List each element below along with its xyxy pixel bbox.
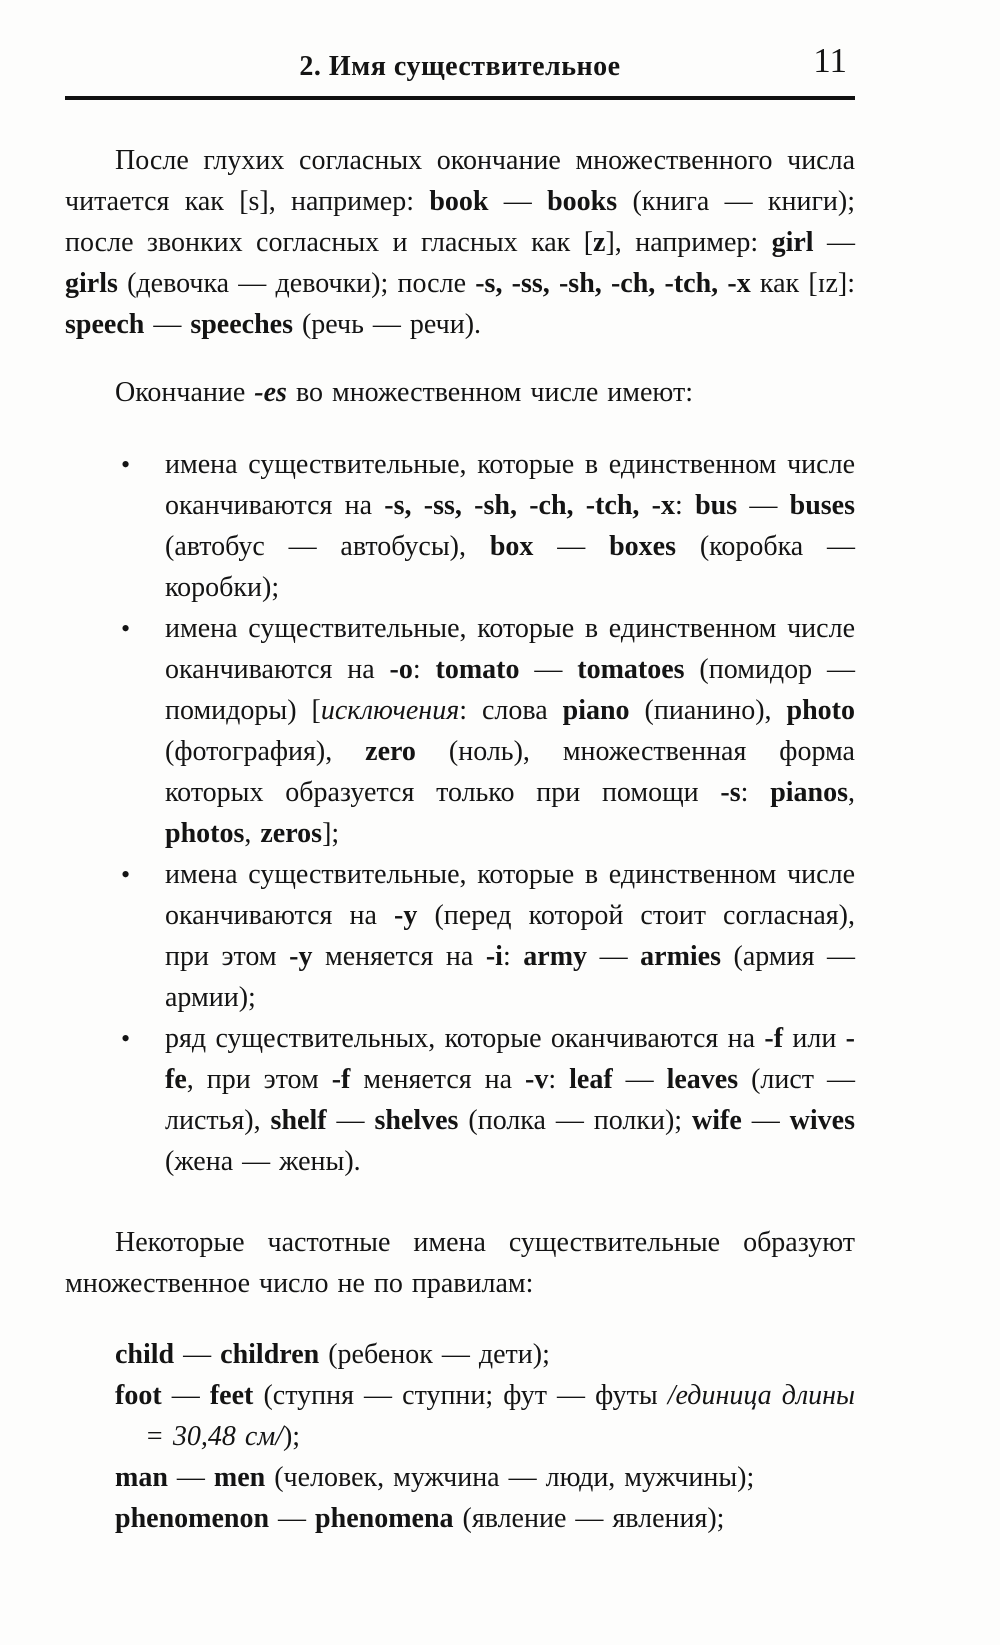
text-segment: , <box>244 818 261 849</box>
text-segment: (речь — речи). <box>292 309 482 340</box>
text-segment: ); <box>282 1421 301 1452</box>
text-segment: (перед которой стоит согласная), при этом <box>165 900 855 972</box>
text-segment: (человек, мужчина — люди, мужчины); <box>265 1462 755 1493</box>
chapter-title: 2. Имя существительное <box>299 51 621 82</box>
text-segment: girls <box>65 268 118 299</box>
text-segment: (книга — книги); после звонких согласных и гласных как [ <box>65 186 856 258</box>
text-segment: ряд существительных, которые оканчиваются на <box>165 1023 765 1054</box>
text-segment: feet <box>209 1380 254 1411</box>
text-segment: (фотография), <box>165 736 366 767</box>
text-segment: -f <box>331 1064 351 1095</box>
bullet-text <box>165 613 855 849</box>
text-segment: -es <box>254 377 287 408</box>
text-segment: (ступня — ступни; фут — футы <box>253 1380 668 1411</box>
text-segment: -v <box>525 1064 549 1095</box>
header-rule <box>65 96 855 100</box>
text-segment: — <box>519 654 578 685</box>
text-segment: имена существительные, которые в единственном числе оканчиваются на <box>165 859 855 931</box>
text-segment: исключения <box>320 695 460 726</box>
text-segment: photos <box>165 818 245 849</box>
page-header <box>65 41 855 88</box>
text-segment: Окончание <box>115 377 255 408</box>
text-segment: — <box>167 1462 214 1493</box>
text-segment: (помидор — помидоры) [ <box>165 654 856 726</box>
text-segment: : <box>502 941 524 972</box>
irregular-item-foot <box>65 1375 855 1457</box>
text-segment: -i <box>485 941 503 972</box>
text-segment: -s, -ss, -sh, -ch, -tch, -x <box>475 268 751 299</box>
bullet-text <box>165 449 855 603</box>
text-segment: book <box>429 186 489 217</box>
text-segment: — <box>587 941 641 972</box>
bullet-icon: • <box>121 614 131 643</box>
paragraph-irregular-intro <box>65 1222 855 1304</box>
text-segment: men <box>213 1462 266 1493</box>
bullet-icon: • <box>121 450 131 479</box>
text-segment: child <box>115 1339 175 1370</box>
paragraph-plural-endings <box>65 140 855 345</box>
text-segment: — <box>326 1105 375 1136</box>
bullet-item-sibilants <box>65 444 855 608</box>
text-segment: shelf <box>270 1105 327 1136</box>
text-segment: -f <box>764 1023 784 1054</box>
text-segment: — <box>741 1105 790 1136</box>
text-segment: — <box>144 309 191 340</box>
text-segment: leaf <box>569 1064 613 1095</box>
text-segment: -y <box>289 941 313 972</box>
text-segment: (ноль), множественная форма которых образуется только при помощи <box>165 736 855 808</box>
text-segment: -s, -ss, -sh, -ch, -tch, -x <box>384 490 676 521</box>
text-segment: имена существительные, которые в единственном числе оканчиваются на <box>165 449 855 521</box>
bullet-item-y-ending <box>65 854 855 1018</box>
text-segment: foot <box>115 1380 162 1411</box>
text-segment: -y <box>394 900 418 931</box>
text-segment: (явление — явления); <box>453 1503 725 1534</box>
text-segment: (автобус — автобусы), <box>165 531 490 562</box>
bullet-item-f-ending <box>65 1018 855 1182</box>
text-segment: tomatoes <box>577 654 685 685</box>
text-segment: box <box>489 531 534 562</box>
text-segment: меняется на <box>312 941 486 972</box>
text-segment: boxes <box>609 531 676 562</box>
text-segment: меняется на <box>350 1064 526 1095</box>
text-segment: ]; <box>322 818 340 849</box>
irregular-item-child <box>65 1334 855 1375</box>
text-segment: После глухих согласных окончание множественного числа читается как [s], например: <box>65 145 855 217</box>
text-segment: wives <box>789 1105 855 1136</box>
text-segment: (армия — армии); <box>165 941 856 1013</box>
text-segment: (коробка — коробки); <box>165 531 856 603</box>
text-segment: : <box>675 490 696 521</box>
text-segment: piano <box>562 695 630 726</box>
text-segment: : <box>412 654 436 685</box>
text-segment: -s <box>720 777 741 808</box>
text-segment: Некоторые частотные имена существительные образуют множественное число не по правилам: <box>65 1227 855 1299</box>
text-segment: tomato <box>435 654 520 685</box>
text-segment: zeros <box>260 818 323 849</box>
text-segment: — <box>813 227 855 258</box>
text-segment: или <box>783 1023 846 1054</box>
text-segment: — <box>161 1380 210 1411</box>
text-segment: pianos <box>770 777 849 808</box>
text-segment: -o <box>389 654 413 685</box>
text-segment: (девочка — девочки); после <box>117 268 476 299</box>
text-segment: wife <box>692 1105 742 1136</box>
text-segment: — <box>174 1339 221 1370</box>
text-segment: armies <box>640 941 721 972</box>
text-segment: ], например: <box>605 227 772 258</box>
text-segment: , <box>848 777 856 808</box>
text-segment: (жена — жены). <box>165 1146 361 1177</box>
text-segment: : <box>548 1064 570 1095</box>
text-segment: как [ɪz]: <box>750 268 855 299</box>
bullet-text <box>165 859 855 1013</box>
text-segment: buses <box>789 490 855 521</box>
text-segment: во множественном числе имеют: <box>286 377 693 408</box>
page-number: 11 <box>813 41 847 80</box>
text-segment: bus <box>695 490 738 521</box>
text-segment: zero <box>365 736 416 767</box>
text-segment: army <box>523 941 588 972</box>
text-segment: z <box>593 227 606 258</box>
text-segment: man <box>115 1462 168 1493</box>
text-segment: : <box>740 777 771 808</box>
text-segment: , при этом <box>186 1064 332 1095</box>
text-segment: (лист — листья), <box>165 1064 856 1136</box>
text-segment: speeches <box>190 309 293 340</box>
text-segment: leaves <box>666 1064 739 1095</box>
irregular-item-man <box>65 1457 855 1498</box>
text-segment: speech <box>65 309 145 340</box>
irregular-plurals-list <box>65 1334 855 1539</box>
text-segment: shelves <box>374 1105 459 1136</box>
text-segment: /единица длины = 30,48 см/ <box>145 1380 855 1452</box>
text-segment: (ребенок — дети); <box>319 1339 550 1370</box>
text-segment: — <box>488 186 548 217</box>
bullet-item-o-ending <box>65 608 855 854</box>
text-segment: — <box>612 1064 667 1095</box>
text-segment: имена существительные, которые в единственном числе оканчиваются на <box>165 613 855 685</box>
text-segment: phenomenon <box>115 1503 270 1534</box>
text-segment: books <box>547 186 618 217</box>
text-segment: — <box>737 490 790 521</box>
text-segment: (полка — полки); <box>458 1105 693 1136</box>
text-segment: -fe <box>165 1023 855 1095</box>
text-segment: (пианино), <box>629 695 787 726</box>
bullet-text <box>165 1023 855 1177</box>
text-segment: children <box>220 1339 320 1370</box>
text-segment: phenomena <box>315 1503 454 1534</box>
text-segment: girl <box>771 227 814 258</box>
bullet-icon: • <box>121 1024 131 1053</box>
bullet-list <box>65 444 855 1182</box>
text-segment: : слова <box>459 695 563 726</box>
text-segment: — <box>269 1503 316 1534</box>
paragraph-es-heading <box>65 372 855 413</box>
irregular-item-phenomenon <box>65 1498 855 1539</box>
bullet-icon: • <box>121 860 131 889</box>
text-segment: photo <box>786 695 855 726</box>
text-segment: — <box>533 531 610 562</box>
